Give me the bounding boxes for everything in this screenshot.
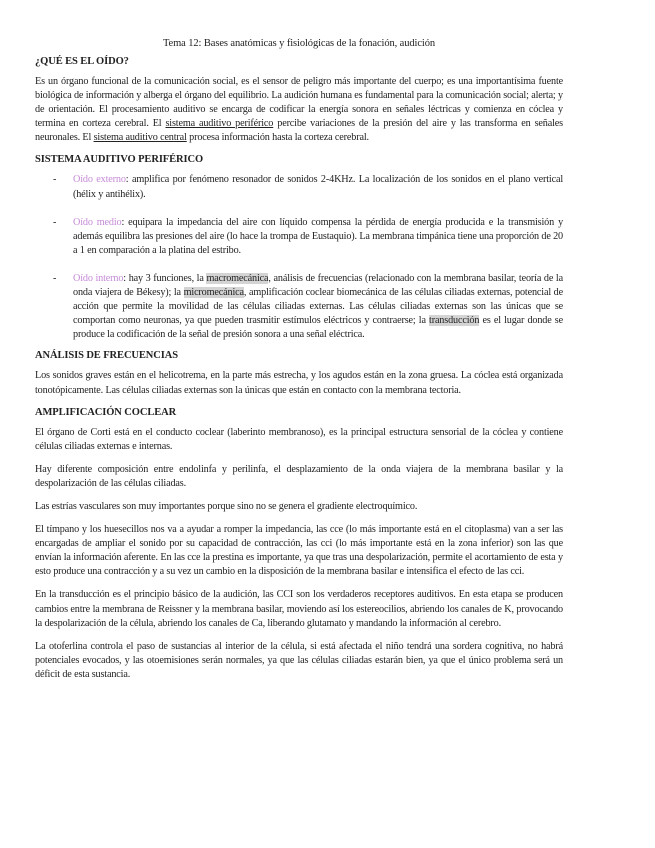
bullet-dash: - xyxy=(53,216,57,228)
term-oido-interno: Oído interno xyxy=(73,272,124,284)
list-item-oido-medio: - Oído medio: equipara la impedancia del aire con líquido compensa la pérdida de energía producida e la transmisión y además equilibra las presiones del aire (lo hace la trompa de Eustaquio). La membrana timpánica tiene una proporción de 20 a 1 en comparación a la platina del estribo. xyxy=(53,216,564,256)
paragraph-transduccion: En la transducción es el principio básico de la audición, las CCI son los verdaderos receptores auditivos. En esta etapa se producen cambios entre la membrana de Reissner y la membrana basilar, moviendo así los estereocilios, abriendo los canales de K, provocando la despolarización de la célula, abriendo los canales de Ca, liberando glutamato y mandando la información al cerebro. xyxy=(35,589,563,629)
highlight-transduccion: transducción xyxy=(429,315,480,327)
heading-que-es-el-oido: ¿QUÉ ES EL OÍDO? xyxy=(35,56,129,67)
heading-amplificacion-coclear: AMPLIFICACIÓN COCLEAR xyxy=(35,406,177,418)
bullet-dash: - xyxy=(53,174,57,186)
heading-sistema-periferico: SISTEMA AUDITIVO PERIFÉRICO xyxy=(35,154,204,166)
paragraph-frecuencias: Los sonidos graves están en el helicotrema, en la parte más estrecha, y los agudos están en la zona gruesa. La cóclea está organizada tonotópicamente. Las células ciliadas externas son la únicas que están en contacto con la membrana tectoria. xyxy=(35,370,563,396)
document-page xyxy=(35,38,563,691)
paragraph-que-es: Es un órgano funcional de la comunicación social, es el sensor de peligro más importante del cuerpo; es una importantísima fuente biológica de información y alberga el órgano del equilibrio. La audición humana es fundamental para la comunicación social; alerta; y de orientación. El procesamiento auditivo se encarga de codificar la energía sonora en señales léctricas y comienza en cóclea y termina en corteza cerebral. El sistema auditivo periférico percibe variaciones de la presión del aire y las transforma en señales neuronales. El sistema auditivo central procesa información hasta la corteza cerebral. xyxy=(35,76,563,144)
periferico-list xyxy=(35,173,563,342)
paragraph-organo-corti: El órgano de Corti está en el conducto coclear (laberinto membranoso), es la principal estructura sensorial de la cóclea y contiene células ciliadas externas e internas. xyxy=(35,426,563,452)
highlight-micromecanica: micromecánica xyxy=(183,287,244,299)
link-sistema-central: sistema auditivo central xyxy=(93,132,187,144)
highlight-macromecanica: macromecánica xyxy=(206,272,269,284)
document-title: Tema 12: Bases anatómicas y fisiológicas de la fonación, audición xyxy=(162,38,436,49)
term-oido-medio: Oído medio xyxy=(73,216,122,228)
paragraph-timpano-huesecillos: El tímpano y los huesecillos nos va a ayudar a romper la impedancia, las cce (lo más importante está en el citoplasma) van a ser las encargadas de ampliar el sonido por su capacidad de contracción, las cci (lo más importante está en la zona inferior) son las que envían la información aferente. En las cce la prestina es importante, ya que tras una despolarización, permite el acortamiento de esta y esto produce una contracción y a su vez un cambio en la disposición de la membrana basilar e intensifica el efecto de las cci. xyxy=(35,524,563,578)
list-item-oido-externo: - Oído externo: amplifica por fenómeno resonador de sonidos 2-4KHz. La localización de los sonidos en el plano vertical (hélix y antihélix). xyxy=(53,174,564,200)
paragraph-estrias-vasculares: Las estrías vasculares son muy importantes porque sino no se genera el gradiente electroquímico. xyxy=(35,500,418,512)
list-item-oido-interno: - Oído interno: hay 3 funciones, la macromecánica, análisis de frecuencias (relacionado con la membrana basilar, teoría de la onda viajera de Békesy); la micromecánica, amplificación coclear biomecánica de las células ciliadas externas, potencial de acción que permite la movilidad de las células ciliadas externas. Las células ciliadas externas son las únicas que se comportan como neuronas, ya que pueden trasmitir estímulos eléctricos y contraerse; la transducción es el lugar donde se produce la codificación de la señal de presión sonora a una señal eléctrica. xyxy=(53,272,564,341)
paragraph-otoferlina: La otoferlina controla el paso de sustancias al interior de la célula, si está afectada el niño tendrá una sordera cognitiva, no habrá potenciales evocados, y las otoemisiones serán normales, ya que las células ciliadas estarán bien, ya que el único problema será un déficit de esta sustancia. xyxy=(35,640,563,680)
bullet-dash: - xyxy=(53,272,57,284)
term-oido-externo: Oído externo xyxy=(73,174,126,186)
heading-analisis-frecuencias: ANÁLISIS DE FRECUENCIAS xyxy=(35,350,178,362)
paragraph-endolinfa-perilinfa: Hay diferente composición entre endolinfa y perilinfa, el desplazamiento de la onda viajera de la membrana basilar y la despolarización de las células ciliadas. xyxy=(35,463,563,489)
link-sistema-periferico: sistema auditivo periférico xyxy=(165,118,274,130)
